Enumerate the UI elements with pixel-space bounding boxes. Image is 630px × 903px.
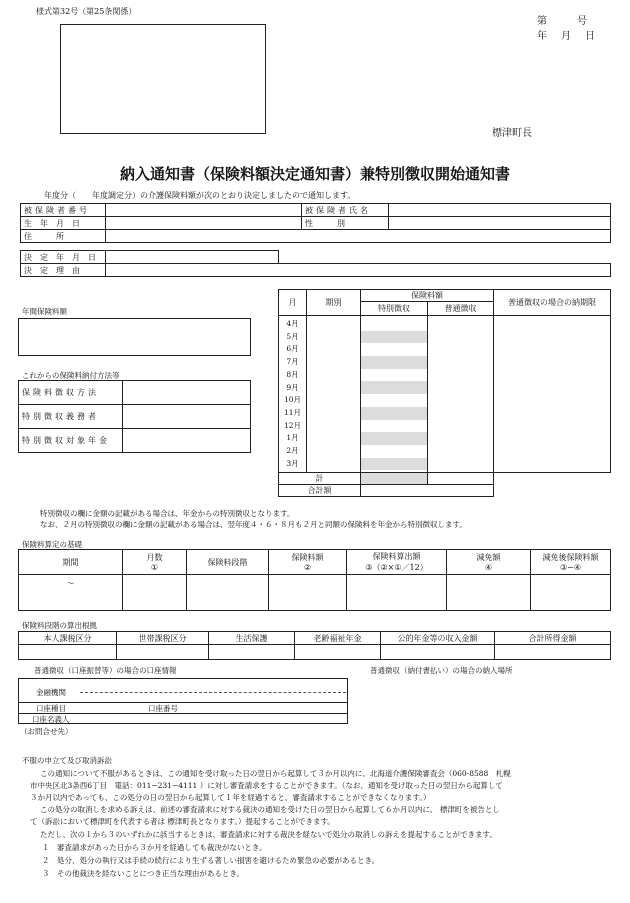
account-type-label: 口座種目 [36,704,66,713]
premium-value [269,575,347,611]
insured-info-table [20,203,611,243]
stage-basis-table [18,631,611,660]
sex-label: 性 別 [302,217,389,230]
total-income-header: 合計所得金額 [495,632,611,645]
appeal-line: この処分の取消しを求める訴えは、前述の審査請求に対する裁決の通知を受けた日の翌日から起算して６か月以内に、 標津町を被告とし [40,805,500,814]
payment-place-title: 普通徴収（納付書払い）の場合の納入場所 [370,666,513,675]
appeal-condition-2: ２ 処分、処分の執行又は手続の続行により生ずる著しい損害を避けるため緊急の必要があるとき。 [42,856,380,865]
month-header: 月 [279,290,307,316]
special-collection-header: 特別徴収 [361,302,428,316]
institution-line [80,692,346,693]
premium-col-header: 保険料額 ② [269,550,347,575]
household-tax-value [117,645,209,660]
payment-method-title: これからの保険料納付方法等 [22,371,120,380]
decision-spacer [279,251,611,264]
bank-divider-1 [18,702,348,703]
deadline-cells [494,316,611,473]
grand-total-spacer [494,485,611,497]
appeal-line: この通知について不服があるときは、この通知を受け取った日の翌日から起算して３か月以内に、北海道介護保険審査会（060-8588 札幌 [40,769,511,778]
decision-reason-value [106,264,611,277]
household-tax-header: 世帯課税区分 [117,632,209,645]
month-label: 9月 [286,382,299,392]
address-window [60,24,266,134]
grand-total-value [361,485,494,497]
pension-income-value [381,645,495,660]
period-col-header: 期間 [19,550,123,575]
month-label: 6月 [286,344,299,354]
stage-col-header: 保険料段階 [187,550,269,575]
insured-name-label: 被保険者氏名 [302,204,389,217]
calculated-value [347,575,447,611]
document-number-label: 第 号 [537,16,587,27]
institution-label: 金融機関 [36,688,66,697]
annual-premium-box [18,318,251,356]
self-tax-value [19,645,117,660]
target-pension-value [123,429,251,453]
subtotal-special [361,473,428,485]
subtotal-label: 計 [279,473,361,485]
period-header: 期別 [307,290,361,316]
month-label: 2月 [286,446,299,456]
issuer-name: 標津町長 [492,128,532,139]
welfare-header: 生活保護 [209,632,295,645]
special-collection-cells [361,316,428,473]
appeal-line: 市中央区北3条西6丁目 電話：011−231−4111 ）に対し審査請求をすることができます。（なお、通知を受け取った日の翌日から起算して [30,781,503,790]
month-label: 1月 [286,433,299,443]
subtotal-spacer [494,473,611,485]
note-special-collection: 特別徴収の欄に金額の記載がある場合は、年金からの特別徴収となります。 [40,509,295,518]
note-february: なお、２月の特別徴収の欄に金額の記載がある場合は、翌年度４・６・８月も２月と同額の保険料を年金から特別徴収します。 [40,520,467,529]
month-label: 10月 [283,395,302,405]
months-value [123,575,187,611]
after-reduction-value [531,575,611,611]
account-holder-label: 口座名義人 [32,715,70,724]
annual-premium-label: 年間保険料額 [22,307,67,316]
form-number: 様式第32号（第25条関係） [36,7,137,16]
decision-date-value [106,251,279,264]
monthly-schedule-table [278,289,611,497]
normal-collection-cells [428,316,494,473]
calc-basis-table [18,549,611,611]
elderly-pension-value [295,645,381,660]
stage-value [187,575,269,611]
self-tax-header: 本人課税区分 [19,632,117,645]
birth-date-value [106,217,302,230]
appeal-line: て（訴訟において標津町を代表する者は 標津町長となります。）提起することができます。 [30,817,335,826]
decision-reason-label: 決 定 理 由 [21,264,106,277]
intro-text: 年度分（ 年度調定分）の介護保険料額が次のとおり決定しましたので通知します。 [44,191,356,200]
appeal-condition-3: ３ その他裁決を経ないことにつき正当な理由があるとき。 [42,869,245,878]
total-income-value [495,645,611,660]
birth-date-label: 生 年 月 日 [21,217,106,230]
special-obligor-value [123,405,251,429]
target-pension-label: 特別徴収対象年金 [19,429,123,453]
decision-table [20,250,611,277]
page-title: 納入通知書（保険料額決定通知書）兼特別徴収開始通知書 [119,165,510,183]
month-label: 11月 [283,407,302,417]
deadline-header: 普通徴収の場合の納期限 [494,290,611,316]
appeal-title: 不服の申立て及び取消訴訟 [22,756,112,765]
address-label: 住 所 [21,230,106,243]
collection-method-value [123,381,251,405]
after-reduction-col-header: 減免後保険料額 ③−④ [531,550,611,575]
month-label: 3月 [286,458,299,468]
sex-value [389,217,611,230]
subtotal-normal [428,473,494,485]
months-col-header: 月数 ① [123,550,187,575]
calc-basis-title: 保険料算定の基礎 [22,540,82,549]
month-label: 4月 [286,319,299,328]
address-value [106,230,611,243]
calculated-col-header: 保険料算出額 ③（②×①／12） [347,550,447,575]
stage-basis-title: 保険料段階の算出根拠 [22,621,97,630]
reduction-value [447,575,531,611]
insured-number-value [106,204,302,217]
month-list [279,316,307,473]
appeal-line: ただし、次の１から３のいずれかに該当するときは、審査請求に対する裁決を経ないで処分の取消しの訴えを提起することができます。 [40,830,497,839]
reduction-col-header: 減免額 ④ [447,550,531,575]
decision-date-label: 決 定 年 月 日 [21,251,106,264]
grand-total-label: 合計額 [279,485,361,497]
appeal-condition-1: １ 審査請求があった日から３か月を経過しても裁決がないとき。 [42,843,267,852]
month-label: 5月 [286,331,299,341]
pension-income-header: 公的年金等の収入金額 [381,632,495,645]
normal-collection-header: 普通徴収 [428,302,494,316]
period-cells [307,316,361,473]
insured-number-label: 被保険者番号 [21,204,106,217]
special-obligor-label: 特別徴収義務者 [19,405,123,429]
bank-section-title: 普通徴収（口座振替等）の場合の口座情報 [34,666,177,675]
month-label: 12月 [283,420,302,430]
welfare-value [209,645,295,660]
issue-date-label: 年 月 日 [537,31,597,42]
period-value: 〜 [19,575,123,611]
month-label: 8月 [286,369,299,379]
month-label: 7月 [286,357,299,367]
appeal-line: ３か月以内であっても、この処分の日の翌日から起算して１年を経過すると、審査請求することができなくなります。） [30,793,431,802]
insured-name-value [389,204,611,217]
elderly-pension-header: 老齢福祉年金 [295,632,381,645]
collection-method-label: 保険料徴収方法 [19,381,123,405]
inquiry-label: （お問合せ先） [20,727,73,736]
premium-header: 保険料額 [361,290,494,302]
account-number-label: 口座番号 [148,704,178,713]
payment-method-table [18,380,251,453]
